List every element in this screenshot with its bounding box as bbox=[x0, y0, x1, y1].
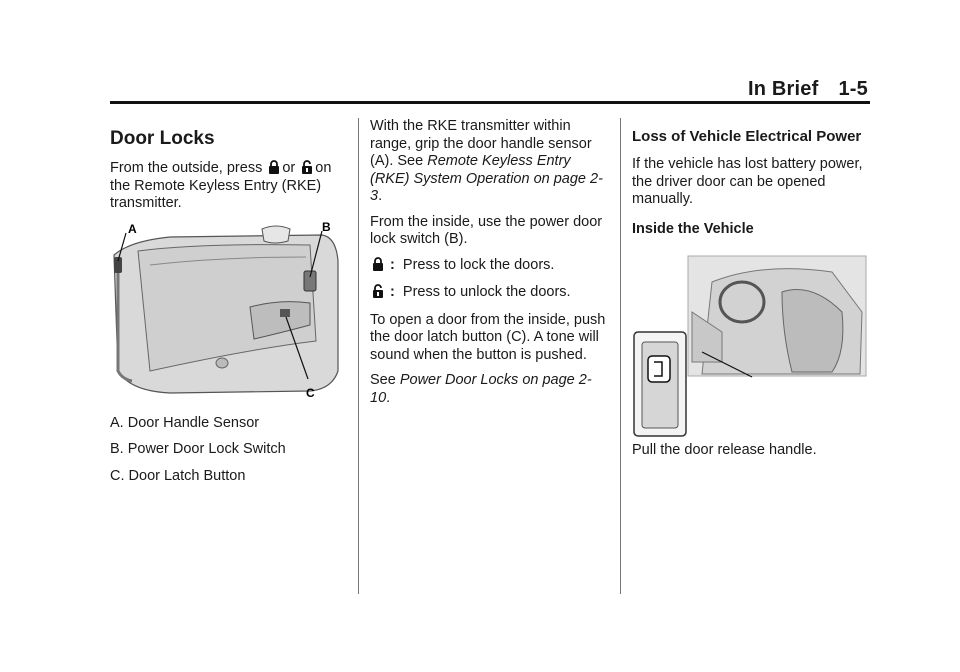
rke-text: With the RKE transmitter within range, grip the door handle sensor (A). See bbox=[370, 118, 592, 169]
lock-instruction: : Press to lock the doors. bbox=[370, 257, 610, 275]
unlock-icon bbox=[372, 284, 384, 298]
rke-paragraph bbox=[370, 118, 610, 206]
rke-end: . bbox=[378, 188, 383, 204]
intro-on: on bbox=[315, 160, 332, 176]
legend-item-b: B. Power Door Lock Switch bbox=[110, 441, 286, 457]
header-rule bbox=[110, 101, 870, 104]
lock-icon bbox=[268, 160, 280, 174]
section-title-door-locks: Door Locks bbox=[110, 128, 215, 149]
unlock-text: Press to unlock the doors. bbox=[402, 284, 571, 300]
door-panel-illustration bbox=[110, 221, 346, 403]
unlock-icon bbox=[301, 160, 313, 174]
header-text bbox=[748, 78, 868, 101]
release-caption: Pull the door release handle. bbox=[632, 442, 817, 458]
power-door-locks-reference: Power Door Locks on page 2-10 bbox=[370, 372, 592, 406]
inside-vehicle-heading: Inside the Vehicle bbox=[632, 220, 754, 237]
unlock-instruction: : Press to unlock the doors. bbox=[370, 284, 610, 302]
column-divider bbox=[620, 118, 621, 594]
column-divider bbox=[358, 118, 359, 594]
callout-b: B bbox=[322, 220, 331, 234]
door-locks-intro bbox=[110, 160, 346, 213]
inside-paragraph: From the inside, use the power door lock switch (B). bbox=[370, 213, 603, 247]
column-door-locks bbox=[110, 118, 346, 494]
header-page-number: 1-5 bbox=[838, 78, 868, 100]
lock-icon bbox=[372, 257, 384, 271]
intro-or: or bbox=[282, 160, 296, 176]
section-title-power-loss: Loss of Vehicle Electrical Power bbox=[632, 128, 862, 145]
rke-reference: Remote Keyless Entry (RKE) System Operation on page 2-3 bbox=[370, 153, 603, 204]
callout-a: A bbox=[128, 221, 137, 236]
latch-paragraph: To open a door from the inside, push the door latch button (C). A tone will sound when the button is pushed. bbox=[370, 311, 606, 363]
legend-item-c: C. Door Latch Button bbox=[110, 467, 246, 484]
intro-text-post: the Remote Keyless Entry (RKE) transmitter. bbox=[110, 177, 322, 211]
interior-illustration bbox=[632, 252, 872, 438]
see-power-door-locks bbox=[370, 372, 610, 407]
legend-item-a: A. Door Handle Sensor bbox=[110, 414, 260, 431]
header-section: In Brief bbox=[747, 78, 819, 100]
see-end: . bbox=[386, 389, 391, 406]
lock-text: Press to lock the doors. bbox=[402, 256, 555, 273]
column-power-loss bbox=[632, 118, 872, 468]
column-door-locks-continued bbox=[370, 118, 610, 415]
power-loss-paragraph: If the vehicle has lost battery power, the driver door can be opened manually. bbox=[632, 156, 863, 207]
intro-text: From the outside, press bbox=[110, 160, 263, 176]
callout-c: C bbox=[306, 385, 315, 400]
see-text: See bbox=[370, 372, 396, 388]
